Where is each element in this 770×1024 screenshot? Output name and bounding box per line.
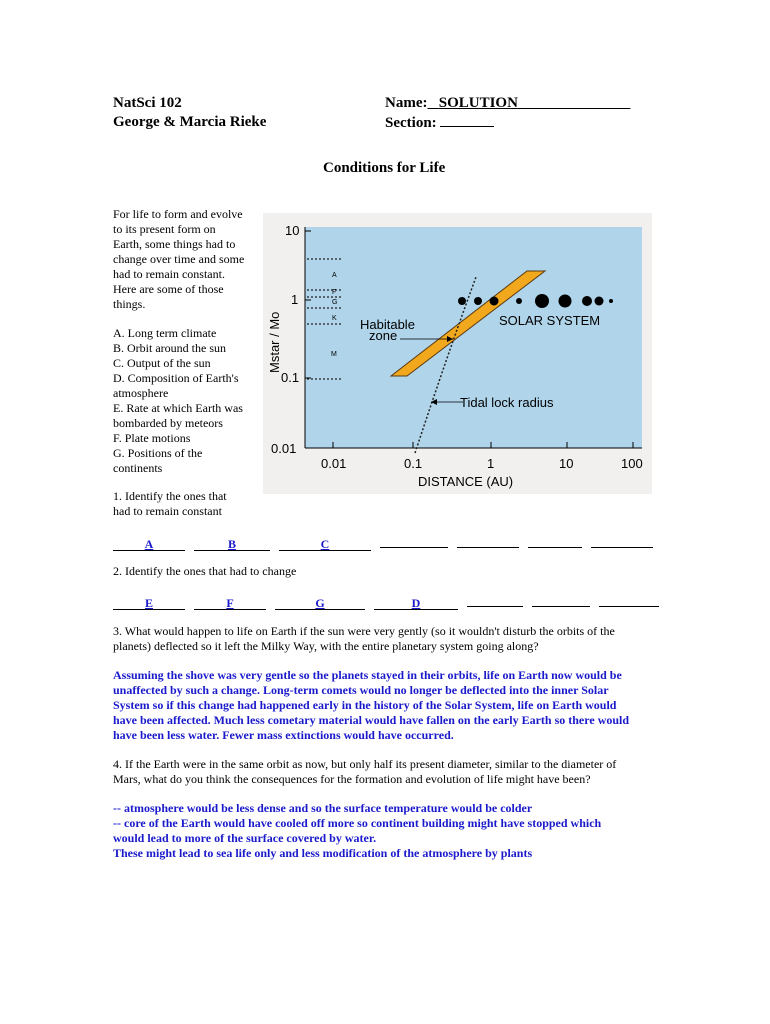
star-type-label: K: [332, 315, 337, 322]
condition-item: A. Long term climate: [113, 326, 217, 340]
question-text: 4. If the Earth were in the same orbit as now, but only half its present diameter, similar to the diameter of: [113, 757, 617, 771]
intro-line: Earth, some things had to: [113, 237, 236, 251]
y-tick-label: 1: [291, 292, 299, 307]
condition-item: E. Rate at which Earth was: [113, 401, 243, 415]
condition-item: D. Composition of Earth's: [113, 371, 239, 385]
intro-line: things.: [113, 297, 146, 311]
solar-system-label: SOLAR SYSTEM: [499, 313, 601, 328]
question-1: [113, 489, 227, 519]
answer-text: These might lead to sea life only and less modification of the atmosphere by plants: [113, 846, 533, 860]
condition-item: bombarded by meteors: [113, 416, 223, 430]
x-tick-label: 0.1: [404, 456, 423, 471]
section-line: [385, 112, 494, 133]
condition-item: F. Plate motions: [113, 431, 191, 445]
intro-line: had to remain constant.: [113, 267, 225, 281]
name-line: [385, 93, 630, 113]
habitable-zone-figure: [263, 213, 652, 494]
planet-dot: [490, 297, 499, 306]
answer-link[interactable]: G: [315, 596, 325, 610]
answer-text: unaffected by such a change. Long-term comets would no longer be deflected into the inner Solar: [113, 683, 609, 697]
zone-label: zone: [369, 328, 398, 343]
x-tick-label: 10: [559, 456, 574, 471]
answer-link[interactable]: F: [226, 596, 234, 610]
answer-link[interactable]: E: [144, 596, 153, 610]
condition-item: continents: [113, 461, 163, 475]
answer-3: [113, 668, 629, 743]
planet-dot: [474, 297, 482, 305]
y-axis-label: Mstar / Mo: [267, 311, 282, 373]
intro-text: [113, 207, 258, 312]
condition-item: G. Positions of the: [113, 446, 203, 460]
question-text: 1. Identify the ones that: [113, 489, 227, 503]
habitable-label: Habitable: [360, 317, 415, 332]
question-text: Mars, what do you think the consequences for the formation and evolution of life might have been?: [113, 772, 591, 786]
answer-blank[interactable]: [380, 535, 448, 548]
q1-answer-blanks: [113, 535, 653, 552]
habitable-zone-chart: [263, 213, 652, 494]
name-value: SOLUTION: [438, 95, 518, 111]
page-title: Conditions for Life: [323, 160, 446, 176]
answer-blank[interactable]: [194, 538, 270, 551]
intro-line: to its present form on: [113, 222, 216, 236]
question-3: [113, 624, 615, 654]
question-2: 2. Identify the ones that had to change: [113, 564, 297, 578]
answer-text: -- atmosphere would be less dense and so the surface temperature would be colder: [113, 801, 533, 815]
answer-blank[interactable]: [457, 535, 519, 548]
condition-item: atmosphere: [113, 386, 169, 400]
answer-blank[interactable]: [532, 594, 590, 607]
answer-blank[interactable]: [599, 594, 659, 607]
answer-link[interactable]: B: [227, 537, 236, 551]
y-tick-label: 0.1: [281, 370, 300, 385]
question-text: 3. What would happen to life on Earth if the sun were very gently (so it wouldn't disturb the orbits of the: [113, 624, 615, 638]
star-type-label: M: [331, 351, 337, 358]
planet-dot: [595, 297, 604, 306]
y-tick-label: 10: [285, 223, 300, 238]
answer-blank[interactable]: [275, 597, 365, 610]
planet-dot: [559, 295, 572, 308]
answer-link[interactable]: D: [411, 596, 421, 610]
answer-blank[interactable]: [528, 535, 582, 548]
x-tick-label: 0.01: [321, 456, 347, 471]
answer-text: have been affected. Much less cometary material would have fallen on the early Earth so there would: [113, 713, 630, 727]
q2-answer-blanks: [113, 594, 659, 611]
planet-dot: [516, 298, 522, 304]
answer-blank[interactable]: [279, 538, 371, 551]
answer-text: -- core of the Earth would have cooled off more so continent building might have stopped which: [113, 816, 602, 830]
answer-blank[interactable]: [113, 538, 185, 551]
instructors: George & Marcia Rieke: [113, 114, 267, 130]
answer-text: System so if this change had happened early in the history of the Solar System, life on Earth would: [113, 698, 617, 712]
intro-line: Here are some of those: [113, 282, 224, 296]
course-title: NatSci 102: [113, 95, 182, 111]
answer-text: Assuming the shove was very gentle so the planets stayed in their orbits, life on Earth now would be: [113, 668, 622, 682]
answer-blank[interactable]: [374, 597, 458, 610]
star-type-label: A: [332, 272, 337, 279]
answer-text: have been less water. Fewer mass extinctions would have occurred.: [113, 728, 454, 742]
condition-item: B. Orbit around the sun: [113, 341, 226, 355]
answer-link[interactable]: A: [144, 537, 154, 551]
answer-link[interactable]: C: [320, 537, 330, 551]
plot-area: [305, 227, 642, 448]
question-text: had to remain constant: [113, 504, 222, 518]
conditions-list: [113, 326, 258, 476]
question-4: [113, 757, 616, 787]
condition-item: C. Output of the sun: [113, 356, 211, 370]
question-text: planets) deflected so it left the Milky Way, with the entire planetary system going along?: [113, 639, 539, 653]
answer-blank[interactable]: [194, 597, 266, 610]
planet-dot: [535, 294, 549, 308]
intro-line: For life to form and evolve: [113, 207, 243, 221]
name-label: Name:: [385, 95, 428, 111]
star-type-label: G: [332, 299, 338, 306]
planet-dot: [458, 297, 466, 305]
answer-text: would lead to more of the surface covered by water.: [113, 831, 377, 845]
y-tick-label: 0.01: [271, 441, 297, 456]
x-axis-label: DISTANCE (AU): [418, 474, 514, 489]
star-type-label: F: [332, 289, 337, 296]
planet-dot: [582, 296, 592, 306]
intro-line: change over time and some: [113, 252, 245, 266]
section-blank: [440, 112, 494, 127]
answer-blank[interactable]: [467, 594, 523, 607]
x-tick-label: 100: [621, 456, 643, 471]
answer-4: [113, 801, 601, 861]
section-label: Section:: [385, 115, 437, 131]
answer-blank[interactable]: [591, 535, 653, 548]
x-tick-label: 1: [487, 456, 495, 471]
tidal-lock-label: Tidal lock radius: [460, 395, 554, 410]
planet-dot: [609, 299, 613, 303]
answer-blank[interactable]: [113, 597, 185, 610]
